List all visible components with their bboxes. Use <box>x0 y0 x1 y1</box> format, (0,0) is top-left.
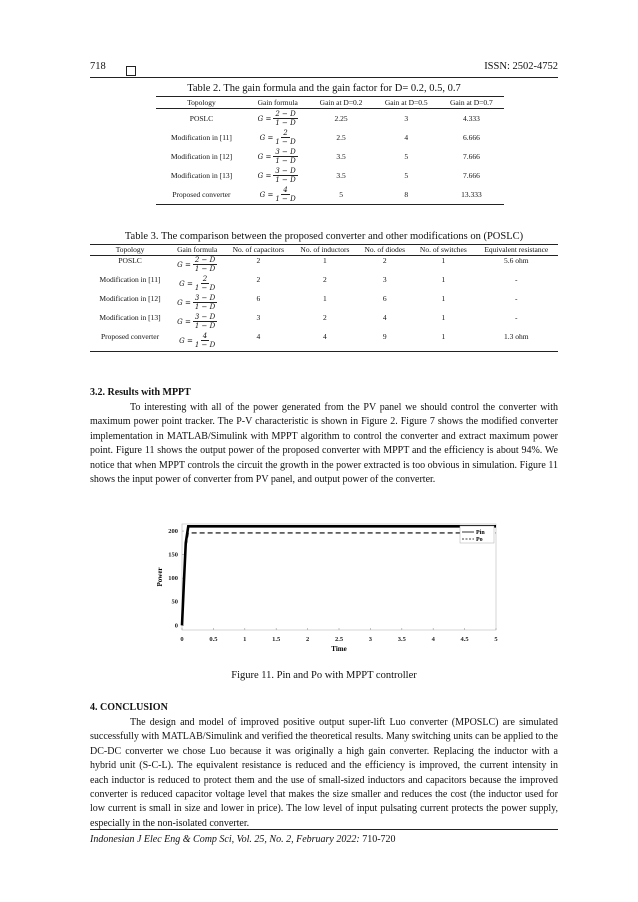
table-row <box>90 256 558 276</box>
denominator: 1 − D <box>275 138 296 146</box>
count-cell: 5.6 ohm <box>503 256 529 265</box>
denominator: 1 − D <box>194 284 216 292</box>
count-cell: 4 <box>224 332 292 352</box>
legend-label: Po <box>476 537 483 543</box>
denominator: 1 − D <box>275 176 296 184</box>
column-header: Topology <box>90 245 170 256</box>
fraction <box>195 275 215 292</box>
gain-fraction <box>260 129 296 146</box>
table-row <box>90 275 558 294</box>
y-tick-label: 100 <box>168 575 178 583</box>
table-row <box>156 185 504 205</box>
gain-value-cell: 3 <box>404 114 409 123</box>
x-tick-label: 0.5 <box>209 636 218 643</box>
column-header: Equivalent resistance <box>475 245 558 256</box>
numerator: 3 − D <box>275 167 296 175</box>
gain-fraction <box>258 167 298 184</box>
x-tick-label: 3.5 <box>397 636 406 643</box>
column-header: Gain formula <box>170 245 224 256</box>
denominator: 1 − D <box>275 119 296 127</box>
plot-area <box>182 524 496 630</box>
count-cell: 1 <box>323 256 327 265</box>
column-header: No. of capacitors <box>224 245 292 256</box>
gain-lhs: G = <box>257 152 272 161</box>
count-cell: 2 <box>323 313 327 322</box>
series-line-po <box>182 533 496 625</box>
gain-formula <box>170 313 224 332</box>
gain-value-cell: 5 <box>404 171 409 180</box>
count-cell: 3 <box>382 275 387 284</box>
gain-lhs: G = <box>257 114 272 123</box>
x-tick-label: 4 <box>431 636 435 643</box>
gain-lhs: G = <box>177 317 191 326</box>
denominator: 1 − D <box>194 322 216 330</box>
gain-formula <box>247 166 309 185</box>
gain-value-cell: 8 <box>374 185 439 205</box>
y-axis-label: Power <box>156 567 164 587</box>
gain-value-cell: 7.666 <box>462 152 480 161</box>
gain-value-cell: 5 <box>308 185 373 205</box>
gain-lhs: G = <box>257 171 272 180</box>
section-heading-3-2: 3.2. Results with MPPT <box>90 387 191 398</box>
topology-cell: Modification in [13] <box>99 313 161 322</box>
fraction <box>275 129 295 146</box>
footer <box>90 834 396 845</box>
table-row <box>90 332 558 352</box>
count-cell: 1 <box>412 332 474 352</box>
y-tick-label: 0 <box>174 622 178 630</box>
gain-lhs: G = <box>259 133 274 142</box>
topology-cell: Modification in [13] <box>170 171 233 180</box>
gain-value-cell: 7.666 <box>462 171 480 180</box>
gain-value-cell: 13.333 <box>439 185 504 205</box>
column-header: Topology <box>156 97 247 109</box>
gain-lhs: G = <box>177 260 191 269</box>
fraction <box>275 186 295 203</box>
numerator: 3 − D <box>275 148 296 156</box>
gain-formula <box>247 185 309 205</box>
column-header: No. of switches <box>412 245 474 256</box>
count-cell: 6 <box>256 294 261 303</box>
gain-formula <box>247 128 309 147</box>
count-cell: 2 <box>256 275 261 284</box>
y-tick-label: 200 <box>168 528 178 536</box>
gain-lhs: G = <box>179 336 193 345</box>
section-3-2-body: To interesting with all of the power generated from the PV panel we should control the converter with maximum power point tracker. The P-V characteristic is shown in Figure 2. Figure 7 shows the modified converter implementation in MATLAB/Simulink with MPPT algorithm to control the converter and extract maximum power point. Figure 11 shows the output power of the proposed converter with MPPT and the efficiency is about 94%. We notice that when MPPT controls the circuit the growth in the power extracted is too obvious in simulation. Figure 11 shows the input power of converter from PV panel, and output power of the converter. <box>90 402 558 486</box>
count-cell: 9 <box>357 332 412 352</box>
count-cell: 2 <box>382 256 387 265</box>
denominator: 1 − D <box>275 195 296 203</box>
count-cell: 1 <box>441 294 446 303</box>
y-tick-label: 150 <box>168 551 178 559</box>
y-tick-label: 50 <box>171 598 178 606</box>
gain-formula <box>170 256 224 276</box>
numerator: 4 <box>202 332 208 340</box>
table-row <box>156 109 504 129</box>
gain-value-cell: 2.25 <box>334 114 348 123</box>
gain-formula <box>247 147 309 166</box>
gain-fraction <box>258 110 298 127</box>
topology-cell: Proposed converter <box>90 332 170 352</box>
gain-formula <box>247 109 309 129</box>
figure-11-caption: Figure 11. Pin and Po with MPPT controller <box>231 670 417 681</box>
count-cell: 2 <box>323 275 327 284</box>
fraction <box>193 256 217 273</box>
x-tick-label: 0 <box>180 636 184 643</box>
gain-fraction <box>179 332 215 349</box>
numerator: 4 <box>283 186 288 194</box>
gain-fraction <box>177 256 217 273</box>
column-header: Gain at D=0.5 <box>374 97 439 109</box>
count-cell: 1 <box>441 313 446 322</box>
gain-value-cell: 3.5 <box>336 171 346 180</box>
numerator: 2 − D <box>194 256 216 264</box>
count-cell: 4 <box>292 332 357 352</box>
numerator: 3 − D <box>194 313 216 321</box>
gain-value-cell: 6.666 <box>462 133 480 142</box>
numerator: 3 − D <box>194 294 216 302</box>
checkbox-icon <box>126 63 136 81</box>
gain-value-cell: 4.333 <box>462 114 480 123</box>
topology-cell: Proposed converter <box>156 185 247 205</box>
gain-lhs: G = <box>259 190 274 199</box>
topology-cell: Modification in [11] <box>99 275 161 284</box>
fraction <box>193 313 217 330</box>
count-cell: 1 <box>441 256 446 265</box>
table2 <box>156 96 504 205</box>
gain-value-cell: 3.5 <box>336 152 346 161</box>
count-cell: - <box>515 275 518 284</box>
x-tick-label: 3 <box>368 636 373 643</box>
fraction <box>193 294 217 311</box>
footer-pages: 710-720 <box>362 834 396 845</box>
count-cell: 1.3 ohm <box>475 332 558 352</box>
conclusion-body: The design and model of improved positive output super-lift Luo converter (MPOSLC) are simulated successfully with MATLAB/Simulink and verified the theoretical results. Many switching units can be applied to the DC-DC converter we chose Luo because it was originally a high gain converter. Replacing the inductor with a hybrid unit (S-C-L). The equivalent resistance is reduced and the efficiency is improved, the current intensity in each inductor is reduced to protect them and the use of small-sized inductors and capacitors because the improved converter is reduced capacitor voltage level that makes the size smaller and reduces the cost (the inductor used for low current is small in size and lower in price). The low level of input pulsating current protects the power supply, especially in the non-isolated converter. <box>90 717 558 829</box>
table-row <box>90 313 558 332</box>
count-cell: - <box>515 294 518 303</box>
fraction <box>273 148 297 165</box>
topology-cell: Modification in [12] <box>170 152 233 161</box>
table3 <box>90 244 558 352</box>
count-cell: 6 <box>382 294 387 303</box>
gain-formula <box>170 332 224 352</box>
gain-formula <box>170 294 224 313</box>
x-tick-label: 2.5 <box>334 636 344 643</box>
numerator: 2 − D <box>275 110 296 118</box>
table2-caption: Table 2. The gain formula and the gain factor for D= 0.2, 0.5, 0.7 <box>187 83 461 94</box>
table-row <box>156 147 504 166</box>
numerator: 2 <box>202 275 208 283</box>
x-tick-label: 1.5 <box>272 636 281 643</box>
denominator: 1 − D <box>275 157 296 165</box>
table-row <box>90 294 558 313</box>
column-header: No. of diodes <box>357 245 412 256</box>
header-rule <box>90 77 558 78</box>
count-cell: 1 <box>323 294 327 303</box>
fraction <box>195 332 215 349</box>
denominator: 1 − D <box>194 265 216 273</box>
x-tick-label: 1 <box>243 636 247 643</box>
gain-lhs: G = <box>179 279 193 288</box>
topology-cell: Modification in [11] <box>170 133 232 142</box>
count-cell: - <box>515 313 518 322</box>
numerator: 2 <box>283 129 288 137</box>
legend-label: Pin <box>476 530 485 536</box>
x-tick-label: 5 <box>494 636 498 643</box>
series-line-pin <box>182 526 496 625</box>
gain-fraction <box>260 186 296 203</box>
gain-value-cell: 4 <box>404 133 409 142</box>
denominator: 1 − D <box>194 303 216 311</box>
count-cell: 3 <box>256 313 261 322</box>
column-header: No. of inductors <box>292 245 357 256</box>
column-header: Gain formula <box>247 97 309 109</box>
gain-fraction <box>179 275 215 292</box>
denominator: 1 − D <box>194 341 216 349</box>
x-tick-label: 2 <box>305 636 310 643</box>
gain-value-cell: 5 <box>404 152 409 161</box>
column-header: Gain at D=0.7 <box>439 97 504 109</box>
page-number: 718 <box>90 61 106 72</box>
gain-value-cell: 2.5 <box>336 133 346 142</box>
topology-cell: POSLC <box>189 114 214 123</box>
section-heading-conclusion: 4. CONCLUSION <box>90 702 168 713</box>
x-tick-label: 4.5 <box>460 636 469 643</box>
gain-lhs: G = <box>177 298 191 307</box>
column-header: Gain at D=0.2 <box>308 97 373 109</box>
footer-journal: Indonesian J Elec Eng & Comp Sci, Vol. 25, No. 2, February 2022: <box>90 834 363 845</box>
gain-fraction <box>258 148 298 165</box>
topology-cell: Modification in [12] <box>99 294 161 303</box>
issn: ISSN: 2502-4752 <box>484 61 558 72</box>
table3-caption: Table 3. The comparison between the proposed converter and other modifications on (POSLC) <box>124 231 524 242</box>
count-cell: 2 <box>256 256 261 265</box>
fraction <box>273 167 297 184</box>
figure-11-chart <box>150 502 510 662</box>
topology-cell: POSLC <box>118 256 142 265</box>
count-cell: 1 <box>441 275 446 284</box>
table-row <box>156 128 504 147</box>
gain-fraction <box>177 294 217 311</box>
count-cell: 4 <box>382 313 387 322</box>
fraction <box>273 110 297 127</box>
gain-fraction <box>177 313 217 330</box>
gain-formula <box>170 275 224 294</box>
x-axis-label: Time <box>331 645 347 653</box>
footer-rule <box>90 829 558 830</box>
table-row <box>156 166 504 185</box>
